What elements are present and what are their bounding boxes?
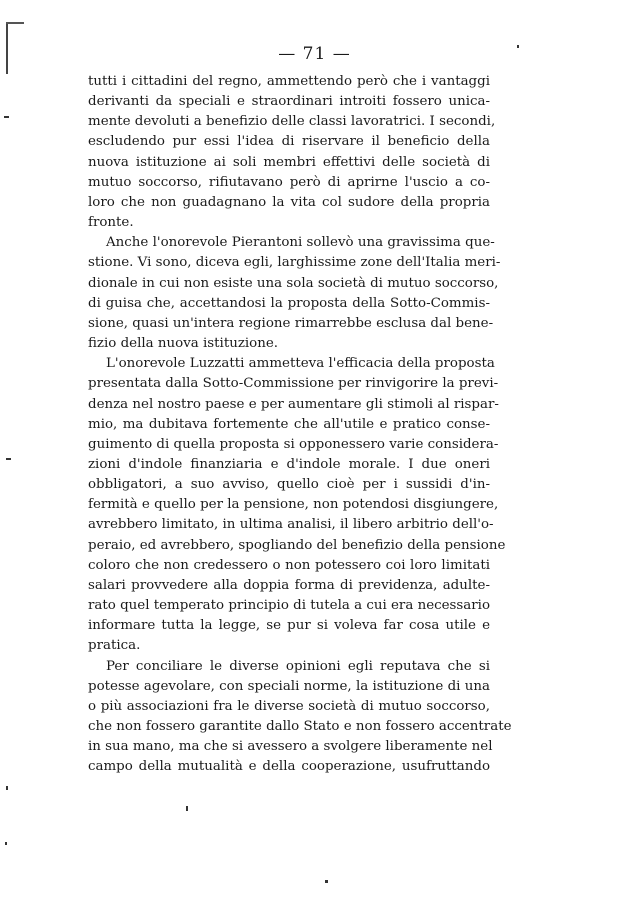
text-line: fizio della nuova istituzione. xyxy=(88,336,279,352)
scan-speck xyxy=(5,842,7,845)
margin-tick xyxy=(6,22,24,24)
text-line: tutti i cittadini del regno, ammettendo però che i vantaggi xyxy=(88,74,490,89)
text-line: informare tutta la legge, se pur si voleva far cosa utile e xyxy=(88,618,490,634)
text-line: mente devoluti a benefizio delle classi lavoratrici. I secondi, xyxy=(88,114,496,130)
text-line: mutuo soccorso, rifiutavano però di aprirne l'uscio a co- xyxy=(88,174,490,190)
text-line: fronte. xyxy=(88,215,134,231)
text-line: guimento di quella proposta si opponessero varie considera- xyxy=(88,436,499,452)
text-line: denza nel nostro paese e per aumentare gli stimoli al rispar- xyxy=(88,396,499,412)
text-line: sione, quasi un'intera regione rimarrebbe esclusa dal bene- xyxy=(88,315,494,331)
text-line: o più associazioni fra le diverse società di mutuo soccorso, xyxy=(88,698,490,714)
text-line: zioni d'indole finanziaria e d'indole morale. I due oneri xyxy=(88,456,490,472)
text-line: derivanti da speciali e straordinari introiti fossero unica- xyxy=(88,94,490,110)
text-line: loro che non guadagnano la vita col sudore della propria xyxy=(88,194,490,210)
text-line: in sua mano, ma che si avessero a svolgere liberamente nel xyxy=(88,739,493,755)
text-line: stione. Vi sono, diceva egli, larghissime zone dell'Italia meri- xyxy=(88,255,501,271)
text-line: pratica. xyxy=(88,638,141,654)
text-line: nuova istituzione ai soli membri effettivi delle società di xyxy=(88,154,490,170)
scan-speck xyxy=(325,880,328,883)
scan-speck xyxy=(6,786,8,790)
text-line: peraio, ed avrebbero, spogliando del benefizio della pensione xyxy=(88,537,506,553)
text-line: salari provvedere alla doppia forma di previdenza, adulte- xyxy=(88,577,490,593)
body-text xyxy=(88,72,512,777)
scan-speck xyxy=(186,806,188,811)
paragraph xyxy=(88,657,512,778)
paragraph xyxy=(88,233,501,354)
text-line: coloro che non credessero o non potessero coi loro limitati xyxy=(88,557,490,573)
text-line: obbligatori, a suo avviso, quello cioè per i sussidi d'in- xyxy=(88,477,490,493)
text-line: dionale in cui non esiste una sola società di mutuo soccorso, xyxy=(88,275,499,291)
text-line: Per conciliare le diverse opinioni egli reputava che si xyxy=(106,658,490,674)
paragraph xyxy=(88,354,506,656)
scan-speck xyxy=(6,458,11,460)
text-line: campo della mutualità e della cooperazione, usufruttando xyxy=(88,759,490,775)
text-line: che non fossero garantite dallo Stato e non fossero accentrate xyxy=(88,719,512,734)
text-line: escludendo pur essi l'idea di riservare il beneficio della xyxy=(88,134,490,150)
scan-speck xyxy=(517,45,519,48)
text-line: mio, ma dubitava fortemente che all'utile e pratico conse- xyxy=(88,416,490,432)
text-line: Anche l'onorevole Pierantoni sollevò una gravissima que- xyxy=(106,235,495,251)
text-line: rato quel temperato principio di tutela a cui era necessario xyxy=(88,598,491,614)
text-line: L'onorevole Luzzatti ammetteva l'efficacia della proposta xyxy=(106,356,495,372)
text-line: fermità e quello per la pensione, non potendosi disgiungere, xyxy=(88,497,499,513)
page-number: — 71 — xyxy=(278,44,351,64)
text-line: avrebbero limitato, in ultima analisi, il libero arbitrio dell'o- xyxy=(88,517,494,533)
text-line: presentata dalla Sotto-Commissione per rinvigorire la previ- xyxy=(88,376,499,392)
scan-speck xyxy=(4,116,9,118)
paragraph xyxy=(88,72,496,233)
text-line: potesse agevolare, con speciali norme, la istituzione di una xyxy=(88,678,490,694)
text-line: di guisa che, accettandosi la proposta della Sotto-Commis- xyxy=(88,295,490,311)
